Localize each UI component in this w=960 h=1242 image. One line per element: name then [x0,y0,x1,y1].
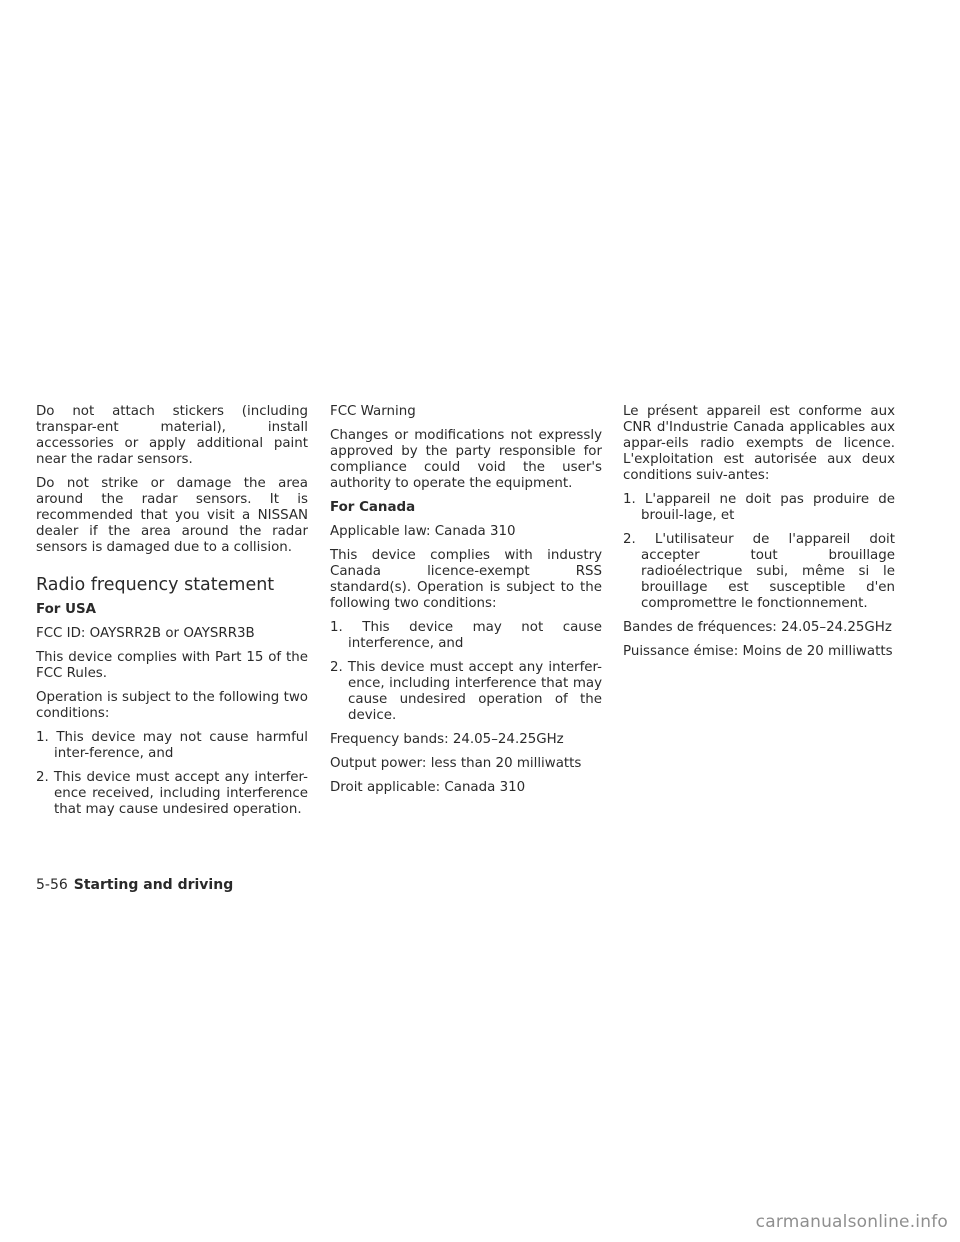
subheading-canada: For Canada [330,500,416,515]
applicable-law: Applicable law: Canada 310 [330,524,516,539]
subheading-usa: For USA [36,602,96,617]
page-number: 5-56 [36,877,68,893]
droit-applicable: Droit applicable: Canada 310 [330,780,526,795]
page-footer [36,876,233,894]
column-middle [330,404,602,804]
watermark: carmanualsonline.info [755,1212,948,1232]
column-right [623,404,895,668]
output-power: Output power: less than 20 milliwatts [330,756,582,771]
list-item: 1. This device may not cause interference, and [330,620,602,651]
paragraph-stickers: Do not attach stickers (including transpar-ent material), install accessories or apply additional paint near the radar sensors. [36,404,308,467]
bandes-frequences: Bandes de fréquences: 24.05–24.25GHz [623,620,892,635]
section-title: Starting and driving [73,877,234,893]
paragraph-changes: Changes or modifications not expressly approved by the party responsible for compliance could void the user's authority to operate the equipment. [330,428,602,491]
puissance-emise: Puissance émise: Moins de 20 milliwatts [623,644,893,659]
section-heading: Radio frequency statement [36,575,275,595]
paragraph-conditions: Operation is subject to the following two conditions: [36,690,308,721]
paragraph-cnr: Le présent appareil est conforme aux CNR d'Industrie Canada applicables aux appar-eils radio exempts de licence. L'exploitation est autorisée aux deux conditions suiv-antes: [623,404,895,483]
list-item: 1. This device may not cause harmful inter-ference, and [36,730,308,761]
column-left [36,404,308,826]
list-item: 2. This device must accept any interfer-ence, including interference that may cause undesired operation of the device. [330,660,602,723]
paragraph-rss: This device complies with industry Canada licence-exempt RSS standard(s). Operation is subject to the following two conditions: [330,548,602,611]
list-item: 2. L'utilisateur de l'appareil doit accepter tout brouillage radioélectrique subi, même si le brouillage est susceptible d'en compromettre le fonctionnement. [623,532,895,611]
paragraph-damage: Do not strike or damage the area around the radar sensors. It is recommended that you visit a NISSAN dealer if the area around the radar sensors is damaged due to a collision. [36,476,308,555]
list-item: 1. L'appareil ne doit pas produire de brouil-lage, et [623,492,895,523]
list-item: 2. This device must accept any interfer-ence received, including interference that may cause undesired operation. [36,770,308,817]
frequency-bands: Frequency bands: 24.05–24.25GHz [330,732,564,747]
paragraph-fcc-part15: This device complies with Part 15 of the FCC Rules. [36,650,308,681]
fcc-id: FCC ID: OAYSRR2B or OAYSRR3B [36,626,255,641]
fcc-warning-label: FCC Warning [330,404,416,419]
